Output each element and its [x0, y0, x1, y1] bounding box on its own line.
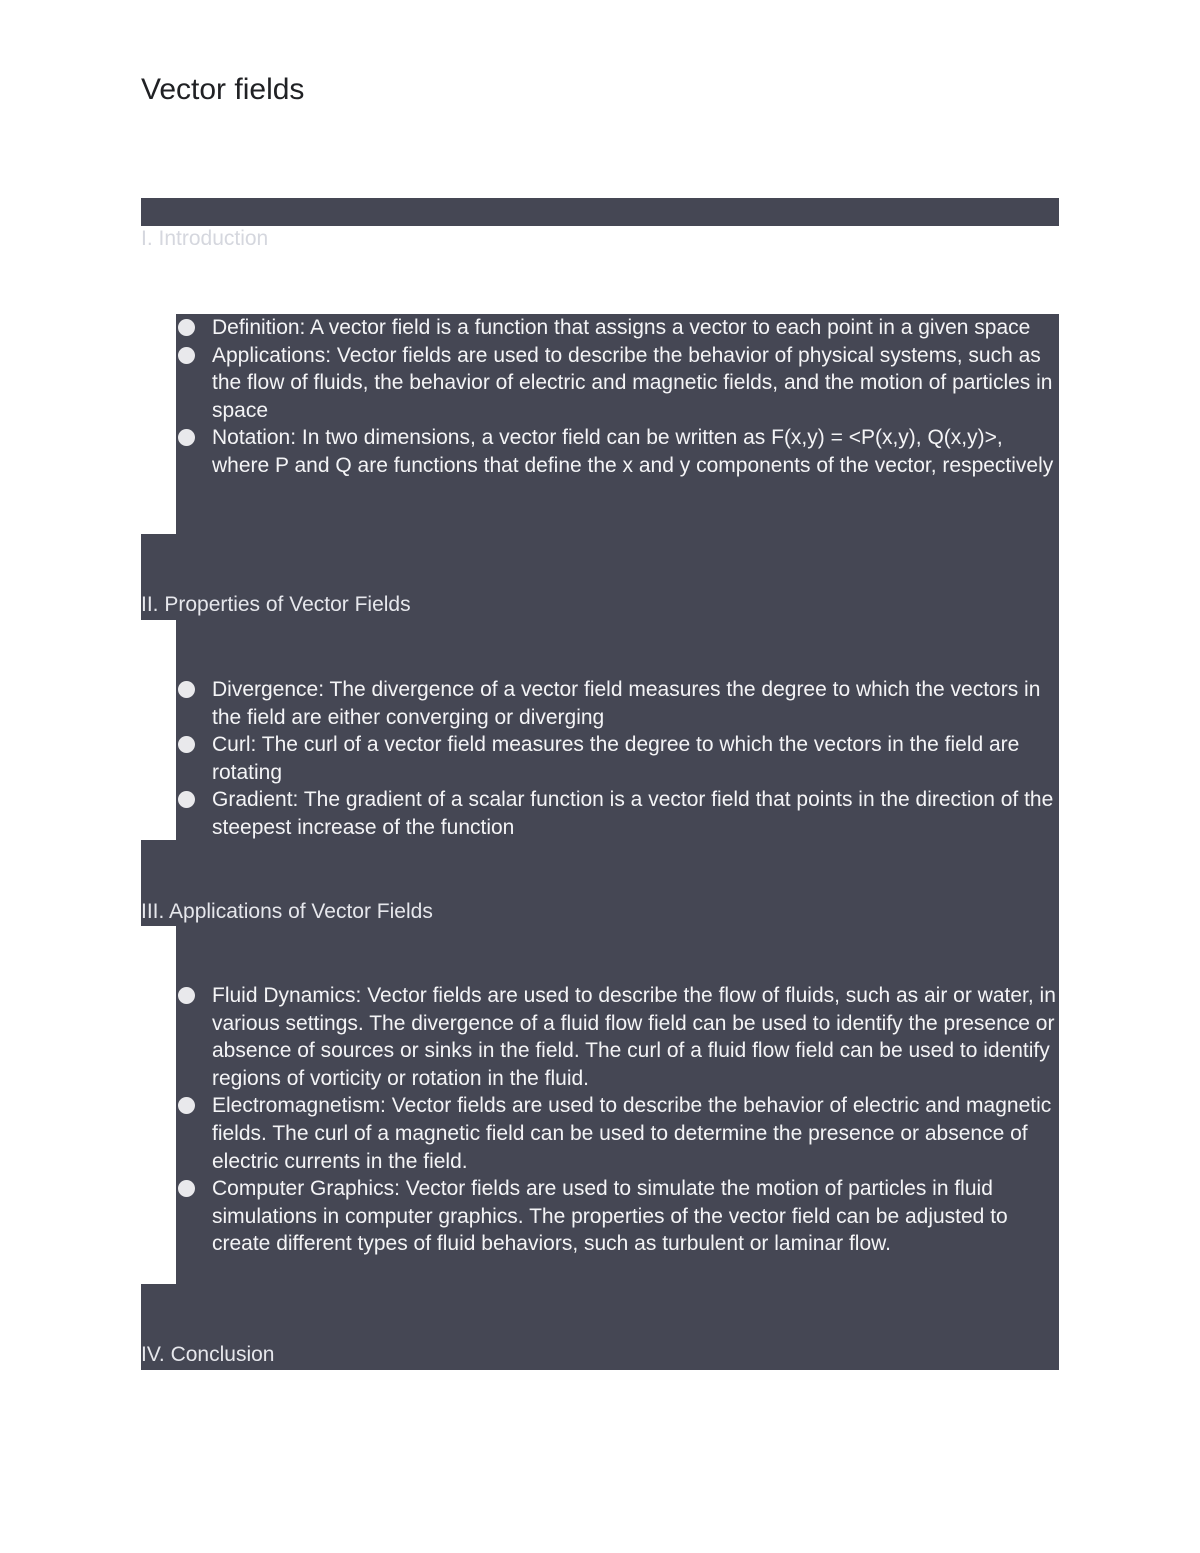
bullet-icon	[178, 736, 195, 753]
section-heading-introduction: I. Introduction	[141, 227, 269, 250]
list-item-text: Divergence: The divergence of a vector field measures the degree to which the vectors in the field are either converging or diverging	[212, 678, 1041, 729]
bullet-icon	[178, 347, 195, 364]
list-item	[176, 982, 1060, 1092]
list-item-text: Computer Graphics: Vector fields are used to simulate the motion of particles in fluid simulations in computer graphics. The properties of the vector field can be adjusted to create different types of fluid behaviors, such as turbulent or laminar flow.	[212, 1177, 1008, 1256]
list-item	[176, 424, 1060, 479]
applications-list	[176, 982, 1060, 1258]
bullet-icon	[178, 791, 195, 808]
list-item-text: Notation: In two dimensions, a vector field can be written as F(x,y) = <P(x,y), Q(x,y)>, where P and Q are functions that define the x and y components of the vector, respectively	[212, 426, 1054, 477]
introduction-list	[176, 314, 1060, 480]
section-heading-conclusion: IV. Conclusion	[141, 1343, 275, 1366]
list-item-text: Fluid Dynamics: Vector fields are used to describe the flow of fluids, such as air or water, in various settings. The divergence of a fluid flow field can be used to identify the presence or absence of sources or sinks in the field. The curl of a fluid flow field can be used to identify regions of vorticity or rotation in the fluid.	[212, 984, 1056, 1090]
list-item-text: Curl: The curl of a vector field measures the degree to which the vectors in the field are rotating	[212, 733, 1020, 784]
top-band	[141, 198, 1059, 226]
bullet-icon	[178, 319, 195, 336]
list-item-text: Definition: A vector field is a function that assigns a vector to each point in a given space	[212, 316, 1031, 339]
list-item	[176, 731, 1060, 786]
list-item	[176, 342, 1060, 425]
bullet-icon	[178, 1180, 195, 1197]
bullet-icon	[178, 987, 195, 1004]
section-heading-properties: II. Properties of Vector Fields	[141, 593, 411, 616]
bullet-icon	[178, 429, 195, 446]
gap-band-3	[141, 1284, 1059, 1370]
section-heading-applications: III. Applications of Vector Fields	[141, 900, 433, 923]
list-item	[176, 1175, 1060, 1258]
list-item	[176, 786, 1060, 841]
list-item-text: Gradient: The gradient of a scalar function is a vector field that points in the direction of the steepest increase of the function	[212, 788, 1054, 839]
list-item-text: Electromagnetism: Vector fields are used to describe the behavior of electric and magnetic fields. The curl of a magnetic field can be used to determine the presence or absence of electric currents in the field.	[212, 1094, 1052, 1173]
document-title: Vector fields	[141, 73, 305, 106]
list-item	[176, 1092, 1060, 1175]
bullet-icon	[178, 1097, 195, 1114]
list-item	[176, 314, 1060, 342]
properties-list	[176, 676, 1060, 842]
bullet-icon	[178, 681, 195, 698]
list-item	[176, 676, 1060, 731]
list-item-text: Applications: Vector fields are used to describe the behavior of physical systems, such as the flow of fluids, the behavior of electric and magnetic fields, and the motion of particles in space	[212, 343, 1053, 422]
